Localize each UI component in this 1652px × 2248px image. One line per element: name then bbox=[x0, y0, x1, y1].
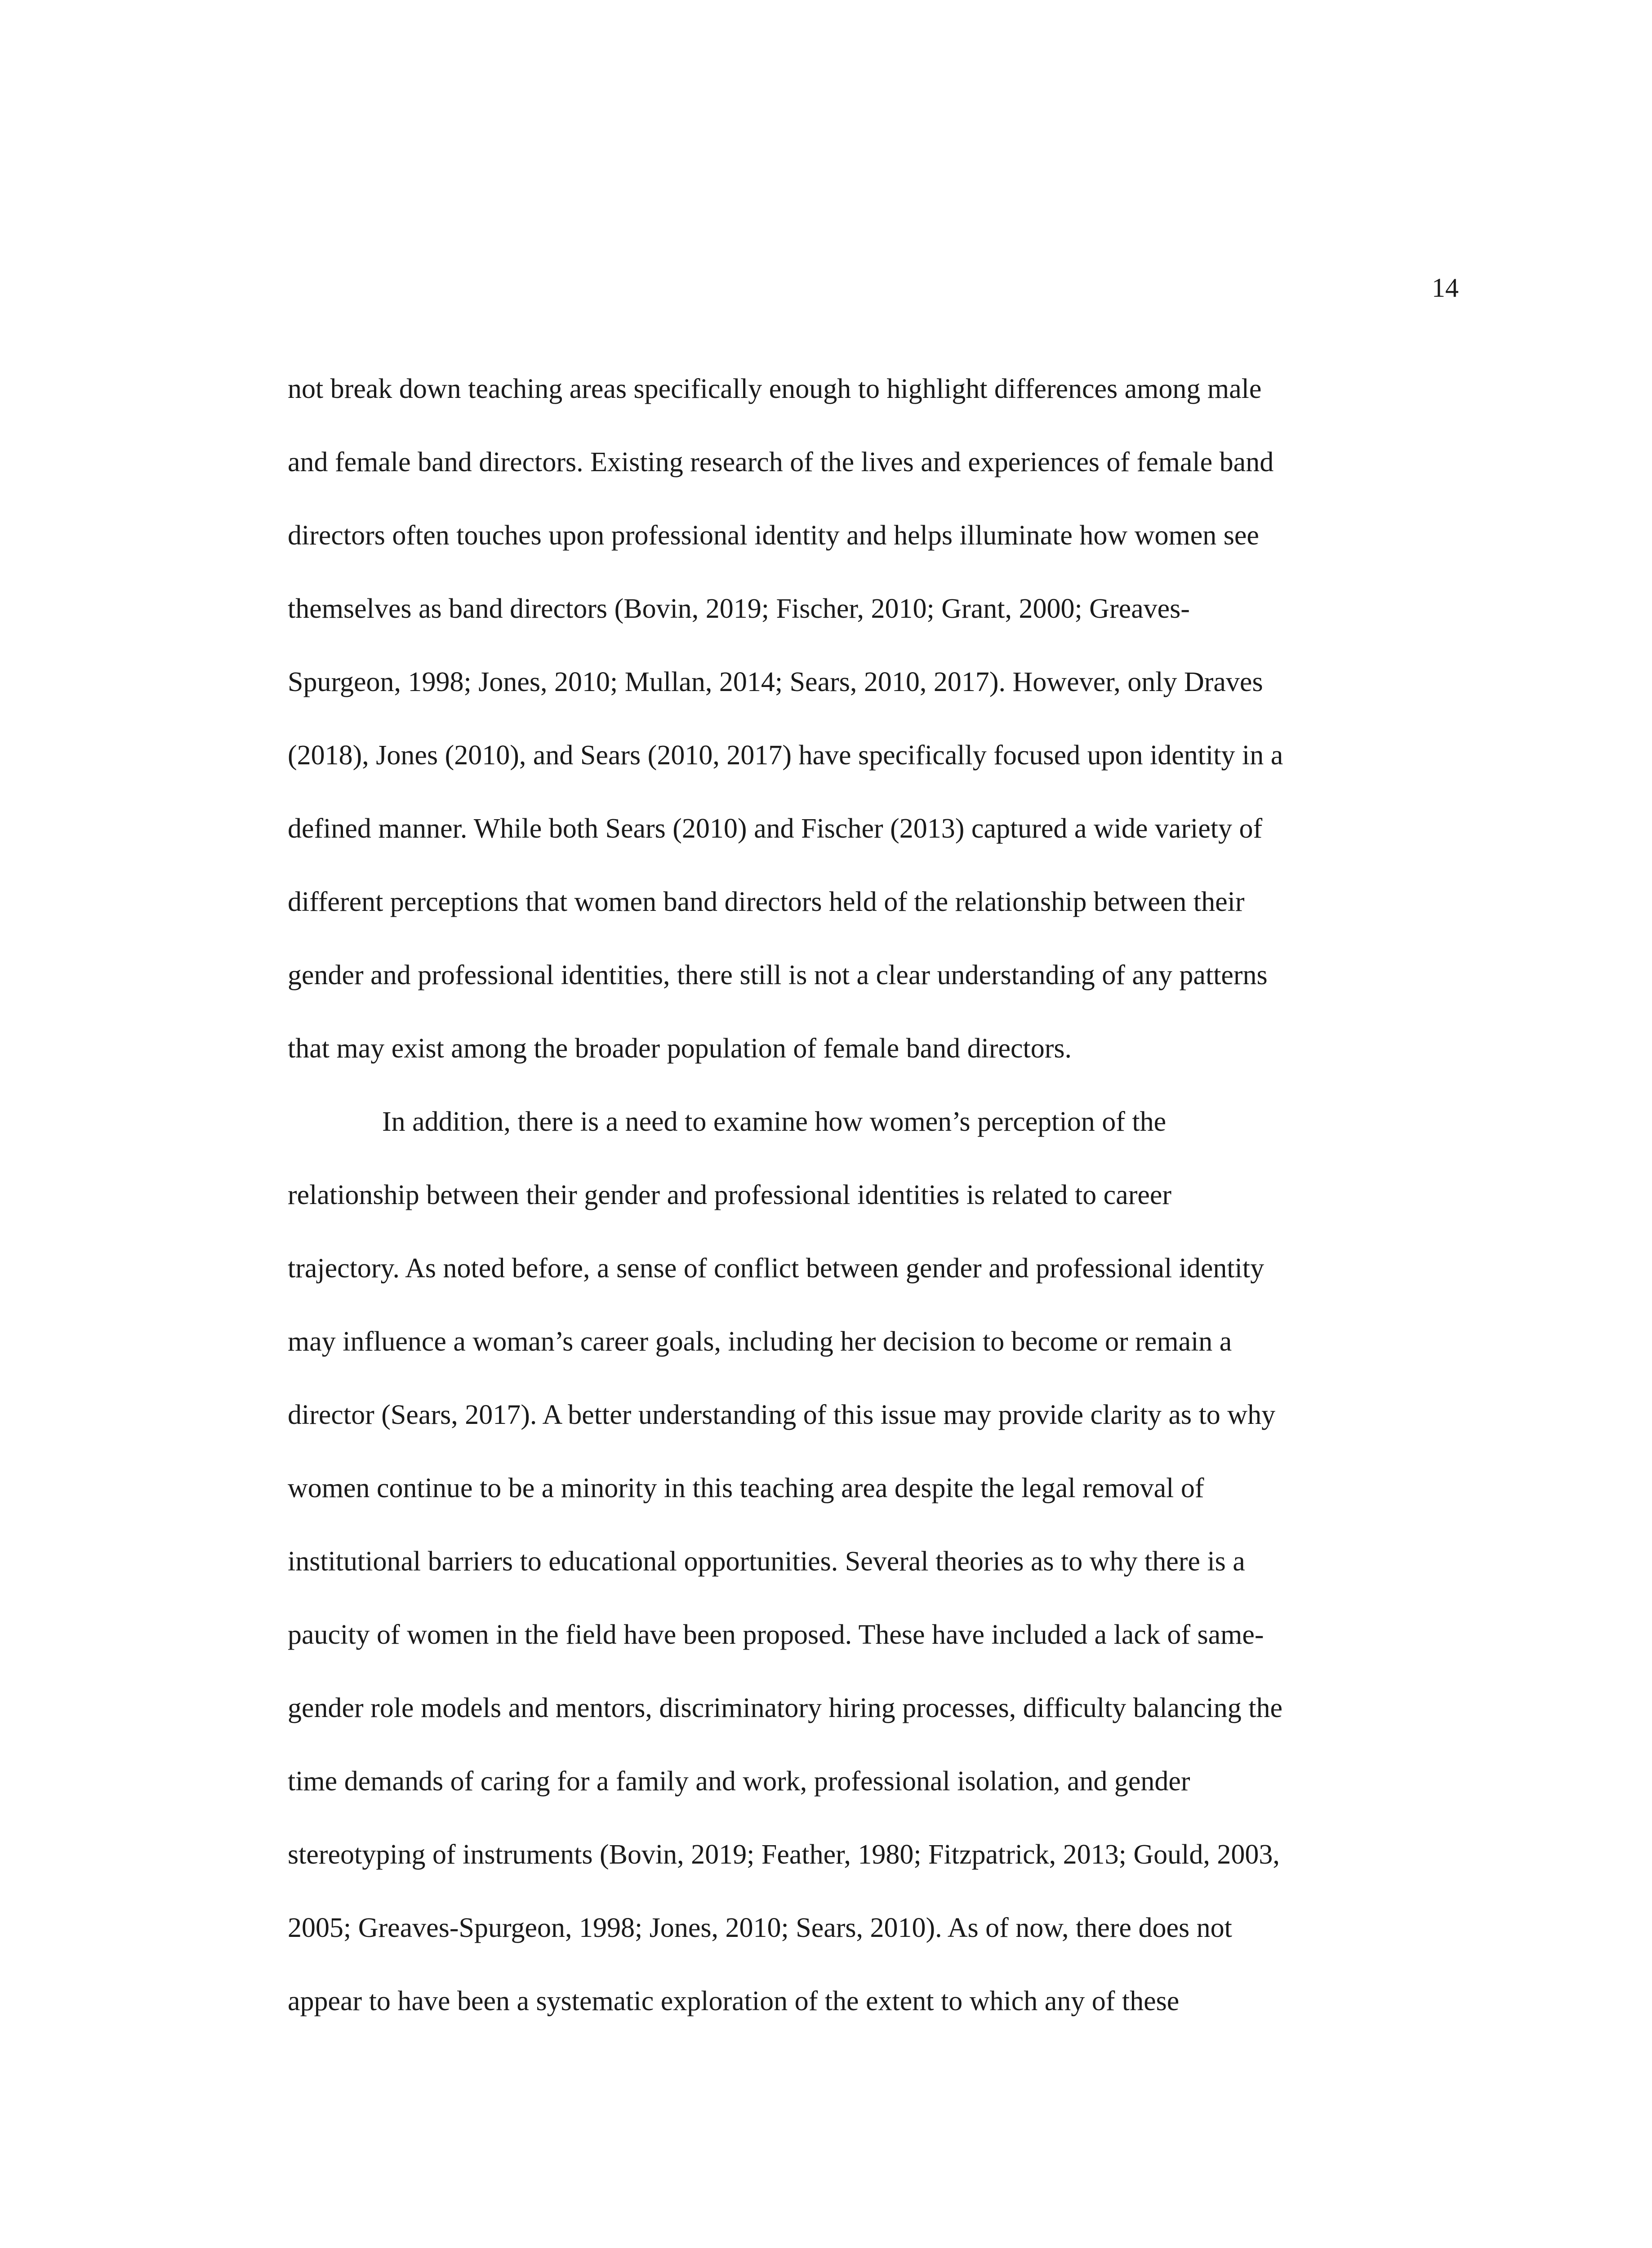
text-line: directors often touches upon professional identity and helps illuminate how women see bbox=[288, 520, 1259, 551]
text-line: gender and professional identities, there still is not a clear understanding of any patterns bbox=[288, 960, 1268, 990]
text-line: trajectory. As noted before, a sense of conflict between gender and professional identity bbox=[288, 1253, 1265, 1284]
text-line: gender role models and mentors, discriminatory hiring processes, difficulty balancing the bbox=[288, 1693, 1283, 1723]
text-line: different perceptions that women band directors held of the relationship between their bbox=[288, 887, 1245, 917]
paragraph-first-line: In addition, there is a need to examine how women’s perception of the bbox=[382, 1106, 1167, 1137]
text-line: (2018), Jones (2010), and Sears (2010, 2017) have specifically focused upon identity in a bbox=[288, 740, 1283, 771]
text-line: time demands of caring for a family and work, professional isolation, and gender bbox=[288, 1766, 1190, 1797]
text-line: relationship between their gender and professional identities is related to career bbox=[288, 1180, 1172, 1210]
text-line: director (Sears, 2017). A better understanding of this issue may provide clarity as to why bbox=[288, 1400, 1276, 1430]
text-line: and female band directors. Existing research of the lives and experiences of female band bbox=[288, 447, 1274, 477]
text-line: not break down teaching areas specifically enough to highlight differences among male bbox=[288, 374, 1262, 404]
body-text bbox=[288, 366, 1438, 2052]
page-number: 14 bbox=[1432, 273, 1459, 303]
text-line: Spurgeon, 1998; Jones, 2010; Mullan, 2014; Sears, 2010, 2017). However, only Draves bbox=[288, 667, 1263, 697]
text-line: defined manner. While both Sears (2010) and Fischer (2013) captured a wide variety of bbox=[288, 813, 1263, 844]
text-line: may influence a woman’s career goals, including her decision to become or remain a bbox=[288, 1326, 1232, 1357]
text-line: that may exist among the broader population of female band directors. bbox=[288, 1033, 1072, 1064]
text-line: themselves as band directors (Bovin, 2019; Fischer, 2010; Grant, 2000; Greaves- bbox=[288, 593, 1190, 624]
text-line: 2005; Greaves-Spurgeon, 1998; Jones, 2010; Sears, 2010). As of now, there does not bbox=[288, 1913, 1232, 1943]
text-line: appear to have been a systematic exploration of the extent to which any of these bbox=[288, 1986, 1180, 2016]
text-line: stereotyping of instruments (Bovin, 2019; Feather, 1980; Fitzpatrick, 2013; Gould, 2003, bbox=[288, 1839, 1280, 1870]
text-line: women continue to be a minority in this teaching area despite the legal removal of bbox=[288, 1473, 1204, 1503]
text-line: paucity of women in the field have been proposed. These have included a lack of same- bbox=[288, 1619, 1264, 1650]
text-line: institutional barriers to educational opportunities. Several theories as to why there is a bbox=[288, 1546, 1245, 1577]
